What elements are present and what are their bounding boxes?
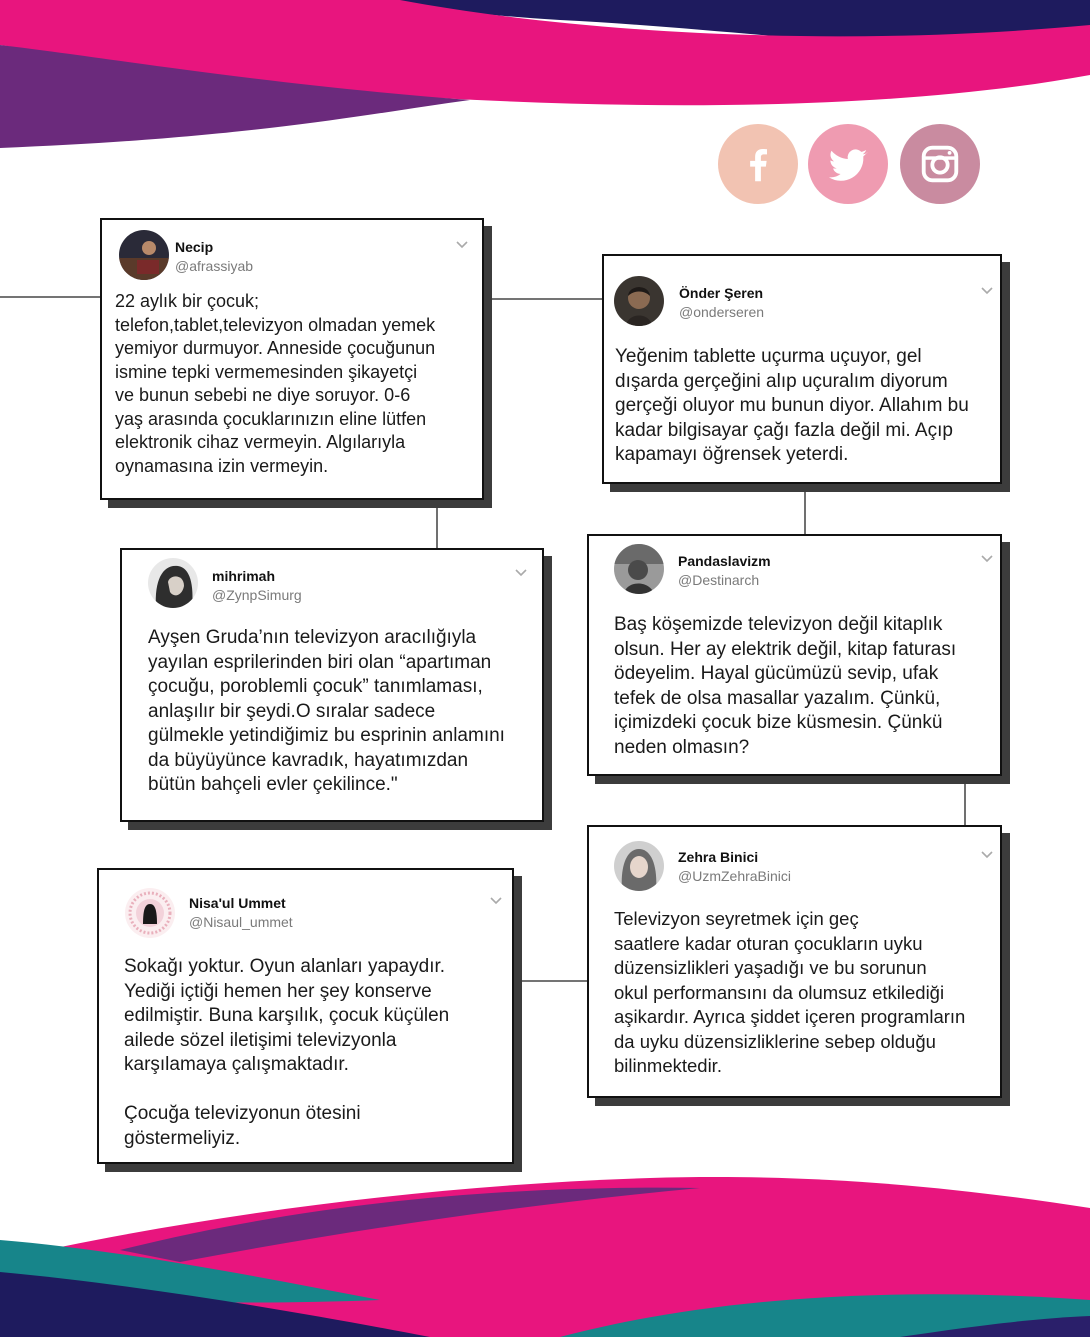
avatar[interactable]: [614, 276, 664, 326]
author-handle[interactable]: @Nisaul_ummet: [189, 914, 293, 930]
chevron-down-icon[interactable]: [455, 240, 469, 250]
avatar[interactable]: [119, 230, 169, 280]
author-name[interactable]: Önder Şeren: [679, 285, 764, 301]
author-name[interactable]: Zehra Binici: [678, 849, 759, 865]
tweet-text: 22 aylık bir çocuk; telefon,tablet,televizyon olmadan yemek yemiyor durmuyor. Anneside çocuğunun ismine tepki vermemesinden şikayetçi ve bunun sebebi ne diye soruyor. 0-6 yaş arasında çocuklarınızın eline lütfen elektronik cihaz vermeyin. Algılarıyla oynamasına izin vermeyin.: [115, 291, 436, 476]
avatar[interactable]: [614, 841, 664, 891]
tweet-card-mihrimah[interactable]: [120, 548, 544, 822]
chevron-down-icon[interactable]: [514, 568, 528, 578]
tweet-text: Televizyon seyretmek için geç saatlere kadar oturan çocukların uyku düzensizlikleri yaşadığı ve bu sorunun okul performansını da olumsuz etkilediği aşikardır. Ayrıca şiddet içeren programların da uyku düzensizliklerine sebep olduğu bilinmektedir.: [614, 908, 966, 1076]
author-name[interactable]: Pandaslavizm: [678, 553, 771, 569]
tweet-text: Yeğenim tablette uçurma uçuyor, gel dışarda gerçeğini alıp uçuralım diyorum gerçeği oluyor mu bunun diyor. Allahım bu kadar bilgisayar çağı fazla değil mi. Açıp kapamayı öğrensek yeterdi.: [615, 346, 969, 465]
chevron-down-icon[interactable]: [980, 850, 994, 860]
author-handle[interactable]: @UzmZehraBinici: [678, 868, 792, 884]
tweet-card-pandaslavizm[interactable]: [587, 534, 1002, 776]
tweet-text: Sokağı yoktur. Oyun alanları yapaydır. Yediği içtiği hemen her şey konserve edilmiştir. Buna karşılık, çocuk küçülen ailede sözel iletişimi televizyonla karşılamaya çalışmaktadır. Çocuğa televizyonun ötesini göstermeliyiz.: [124, 956, 450, 1149]
tweet-card-necip[interactable]: [100, 218, 484, 500]
tweet-card-nisaul-ummet[interactable]: [97, 868, 514, 1164]
tweet-card-onder-seren[interactable]: [602, 254, 1002, 484]
chevron-down-icon[interactable]: [980, 554, 994, 564]
author-handle[interactable]: @ZynpSimurg: [212, 587, 302, 603]
avatar[interactable]: [125, 888, 175, 938]
author-name[interactable]: mihrimah: [212, 568, 276, 584]
author-name[interactable]: Necip: [175, 239, 214, 255]
author-name[interactable]: Nisa'ul Ummet: [189, 895, 286, 911]
author-handle[interactable]: @afrassiyab: [175, 258, 254, 274]
tweet-text: Ayşen Gruda’nın televizyon aracılığıyla yayılan esprilerinden biri olan “apartıman çocuğu, poroblemli çocuk” tanımlaması, anlaşılır bir şeydi.O sıralar sadece gülmekle yetindiğimiz bu esprinin anlamını da büyüyünce kavradık, hayatımızdan bütün bahçeli evler çekilince.": [148, 627, 505, 795]
avatar[interactable]: [148, 558, 198, 608]
author-handle[interactable]: @onderseren: [679, 304, 765, 320]
avatar[interactable]: [614, 544, 664, 594]
author-handle[interactable]: @Destinarch: [678, 572, 760, 588]
tweet-text: Baş köşemizde televizyon değil kitaplık olsun. Her ay elektrik değil, kitap faturası ödeyelim. Hayal gücümüzü sevip, ufak tefek de olsa masallar yazalım. Çünkü, içimizdeki çocuk bize küsmesin. Çünkü neden olmasın?: [614, 614, 957, 758]
tweet-card-zehra-binici[interactable]: [587, 825, 1002, 1098]
chevron-down-icon[interactable]: [489, 896, 503, 906]
chevron-down-icon[interactable]: [980, 286, 994, 296]
